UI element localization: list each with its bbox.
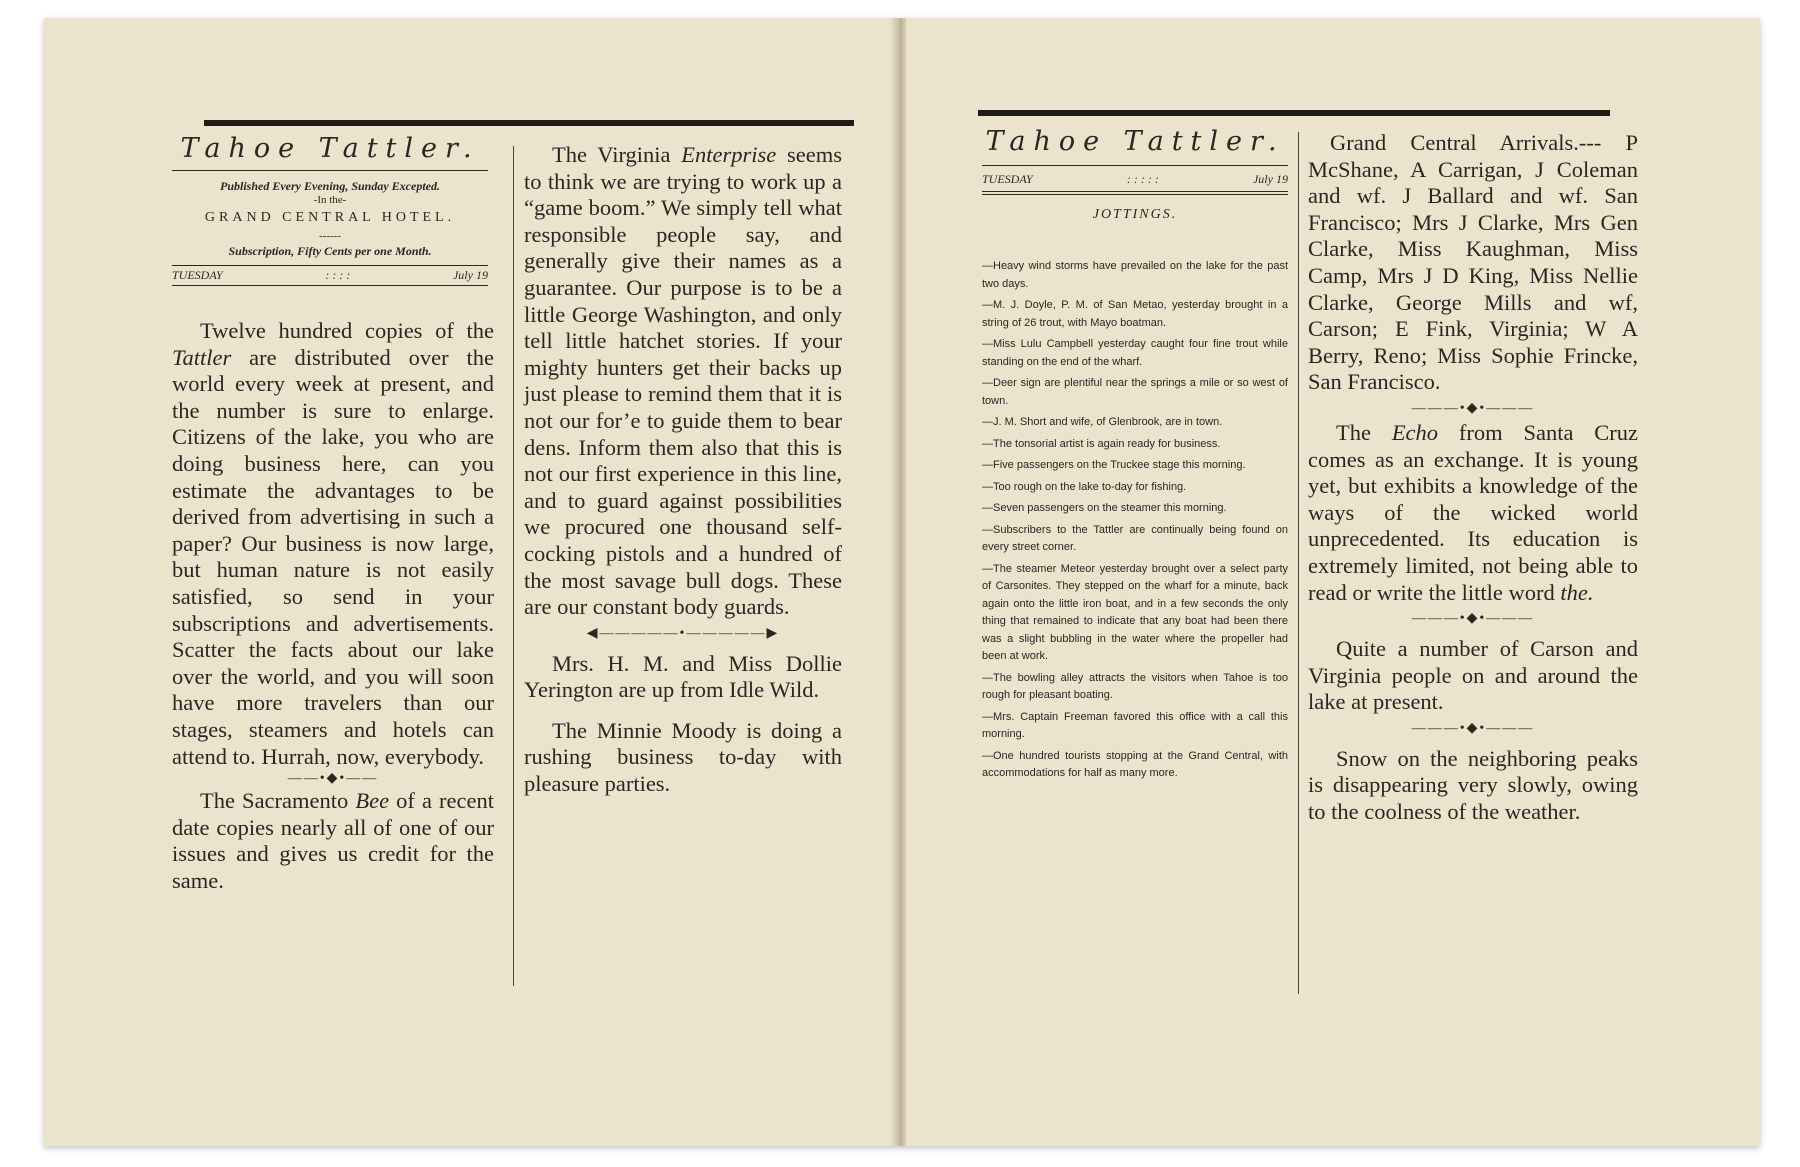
right-masthead	[982, 126, 1288, 223]
masthead-title: Tahoe Tattler.	[985, 126, 1285, 157]
jotting-item: — Subscribers to the Tattler are continually being found on every street corner.	[982, 522, 1288, 557]
ornament: ◀—————•—————▶	[586, 625, 780, 641]
masthead-rule	[204, 120, 854, 126]
article-minnie-moody: The Minnie Moody is doing a rushing business to-day with pleasure parties.	[524, 717, 842, 797]
article-sacramento-bee: The Sacramento Bee of a recent date copies nearly all of one of our issues and gives us credit for the same.	[172, 788, 495, 893]
article-echo: The Echo from Santa Cruz comes as an exchange. It is young yet, but exhibits a knowledge of the ways of the wicked world unprecedented. Its education is extremely limited, not being able to read or write the little word the.	[1308, 419, 1638, 605]
day-label: TUESDAY	[172, 268, 223, 282]
jotting-item: — The bowling alley attracts the visitors when Tahoe is too rough for pleasant boating.	[982, 670, 1288, 705]
column-divider	[1298, 132, 1299, 994]
in-the-line: -In the-	[313, 194, 347, 206]
date-label: July 19	[1252, 172, 1288, 186]
date-label: July 19	[452, 268, 488, 282]
article-subscription: Twelve hundred copies of the Tattler are distributed over the world every week at present, and the number is sure to enlarge. Citizens of the lake, you who are doing business here, can you estimate the advantages to be derived from advertising in such a paper? Our business is now large, but human nature is not easily satisfied, so send in your subscriptions and advertisements. Scatter the facts about our lake over the world, and you will soon have more travelers than our stages, steamers and hotels can attend to. Hurrah, now, everybody.	[172, 318, 494, 769]
jotting-item: — Too rough on the lake to-day for fishing.	[982, 479, 1288, 497]
jotting-item: — Deer sign are plentiful near the springs a mile or so west of town.	[982, 375, 1288, 410]
jotting-item: — One hundred tourists stopping at the Grand Central, with accommodations for half as many more.	[982, 748, 1288, 783]
day-label: TUESDAY	[982, 172, 1033, 186]
published-line: Published Every Evening, Sunday Excepted.	[220, 179, 440, 193]
left-column-2	[524, 142, 842, 798]
jotting-item: — Five passengers on the Truckee stage this morning.	[982, 457, 1288, 475]
masthead-divider: ------	[319, 230, 341, 242]
date-row	[982, 172, 1288, 187]
jotting-item: — Miss Lulu Campbell yesterday caught four fine trout while standing on the end of the wharf.	[982, 336, 1288, 371]
jotting-item: — The steamer Meteor yesterday brought over a select party of Carsonites. They stepped on the wharf for a minute, back again onto the little iron boat, and in a few seconds the only thing that remained to indicate that any boat had been there was a slight bubbling in the water where the propeller had been at work.	[982, 561, 1288, 666]
jottings-list	[982, 258, 1288, 787]
date-dots: : : : : :	[1126, 172, 1159, 186]
jotting-item: — J. M. Short and wife, of Glenbrook, are in town.	[982, 414, 1288, 432]
jotting-item: — Seven passengers on the steamer this morning.	[982, 500, 1288, 518]
article-yerington: Mrs. H. M. and Miss Dollie Yerington are up from Idle Wild.	[524, 650, 842, 703]
date-dots: : : : :	[325, 268, 351, 282]
ornament: ———•◆•———	[1411, 720, 1535, 736]
masthead-rule	[978, 110, 1610, 116]
hotel-name: GRAND CENTRAL HOTEL.	[204, 210, 456, 225]
right-page	[906, 18, 1760, 1146]
masthead-title: Tahoe Tattler.	[180, 133, 480, 164]
article-grand-central-arrivals: Grand Central Arrivals.--- P McShane, A Carrigan, J Coleman and wf. J Ballard and wf. San Francisco; Mrs J Clarke, Mrs Gen Clarke, Miss Kaughman, Miss Camp, Mrs J D King, Miss Nellie Clarke, George Mills and wf, Carson; E Fink, Virginia; W A Berry, Reno; Miss Sophie Frincke, San Francisco.	[1308, 130, 1638, 395]
left-page	[44, 18, 896, 1146]
article-carson-virginia: Quite a number of Carson and Virginia people on and around the lake at present.	[1308, 636, 1638, 715]
subscription-line: Subscription, Fifty Cents per one Month.	[228, 244, 432, 258]
article-virginia-enterprise: The Virginia Enterprise seems to think we are trying to work up a “game boom.” We simply tell what responsible people say, and generally give their names as a guarantee. Our purpose is to be a little George Washington, and only tell little hatchet stories. If your mighty hunters get their backs up just please to remind them that it is not our for’e to guide them to bear dens. Inform them also that this is not our first experience in this line, and to guard against possibilities we procured one thousand self-cocking pistols and a hundred of the most savage bull dogs. These are our constant body guards.	[524, 142, 842, 620]
jotting-item: — The tonsorial artist is again ready for business.	[982, 436, 1288, 454]
jotting-item: — Heavy wind storms have prevailed on the lake for the past two days.	[982, 258, 1288, 293]
jotting-item: — Mrs. Captain Freeman favored this office with a call this morning.	[982, 709, 1288, 744]
date-row	[172, 268, 488, 283]
jottings-heading: JOTTINGS.	[1092, 207, 1178, 222]
ornament: ———•◆•———	[1411, 611, 1535, 627]
article-snow: Snow on the neighboring peaks is disappearing very slowly, owing to the coolness of the weather.	[1308, 745, 1638, 825]
ornament: ———•◆•———	[1411, 400, 1535, 416]
newspaper-spread	[44, 18, 1760, 1146]
column-divider	[513, 146, 514, 986]
ornament: ——•◆•——	[287, 771, 379, 787]
right-column-2	[1308, 130, 1638, 826]
left-masthead	[172, 133, 488, 286]
left-column-1	[172, 318, 494, 894]
jotting-item: — M. J. Doyle, P. M. of San Metao, yesterday brought in a string of 26 trout, with Mayo boatman.	[982, 297, 1288, 332]
